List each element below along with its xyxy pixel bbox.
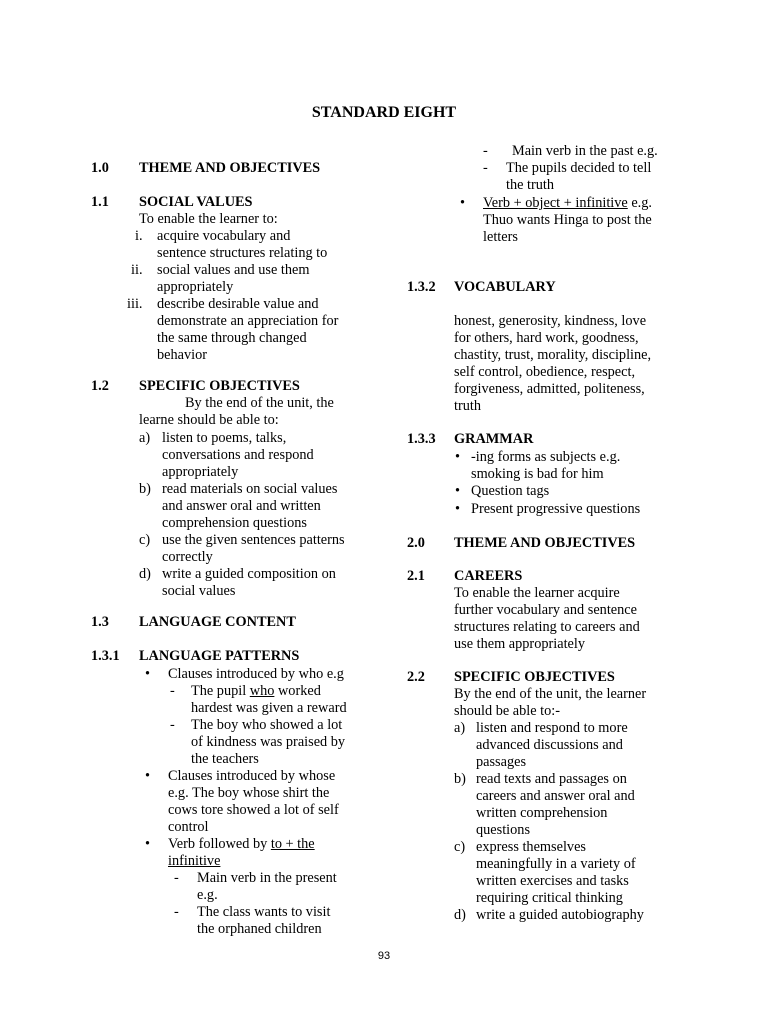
list-item-text: -ing forms as subjects e.g. xyxy=(471,449,621,465)
section-number: 1.3 xyxy=(91,614,109,630)
list-marker: d) xyxy=(139,566,151,582)
bullet-icon: • xyxy=(455,449,461,465)
list-item-text: the teachers xyxy=(191,751,259,767)
list-marker: d) xyxy=(454,907,466,923)
list-item-text: Question tags xyxy=(471,483,550,499)
list-item-text: use the given sentences patterns xyxy=(162,532,345,548)
list-marker: ii. xyxy=(131,262,143,278)
paragraph-text: self control, obedience, respect, xyxy=(454,364,636,380)
list-marker: b) xyxy=(139,481,151,497)
list-item-text: The pupil who worked xyxy=(191,683,321,699)
list-item-text: hardest was given a reward xyxy=(191,700,347,716)
dash-icon: - xyxy=(174,870,179,886)
list-item-text: social values xyxy=(162,583,236,599)
dash-icon: - xyxy=(170,683,175,699)
list-item-text: Verb followed by to + the xyxy=(168,836,315,852)
list-item-text: e.g. The boy whose shirt the xyxy=(168,785,330,801)
list-item-text: Present progressive questions xyxy=(471,501,641,517)
dash-icon: - xyxy=(483,160,488,176)
paragraph-text: honest, generosity, kindness, love xyxy=(454,313,647,329)
list-item-text: express themselves xyxy=(476,839,586,855)
section-number: 1.1 xyxy=(91,194,109,210)
paragraph-text: truth xyxy=(454,398,482,414)
list-marker: c) xyxy=(139,532,151,548)
section-number: 1.0 xyxy=(91,160,109,176)
list-item-text: describe desirable value and xyxy=(157,296,319,312)
paragraph-text: To enable the learner acquire xyxy=(454,585,620,601)
list-item-text: listen and respond to more xyxy=(476,720,628,736)
list-item-text: smoking is bad for him xyxy=(471,466,604,482)
list-marker: a) xyxy=(454,720,466,736)
bullet-icon: • xyxy=(455,501,461,517)
section-number: 2.1 xyxy=(407,568,425,584)
section-heading: LANGUAGE PATTERNS xyxy=(139,648,300,664)
list-item-text: behavior xyxy=(157,347,208,363)
bullet-icon: • xyxy=(460,195,466,211)
list-marker: iii. xyxy=(127,296,143,312)
list-item-text: The class wants to visit xyxy=(197,904,331,920)
list-item-text: cows tore showed a lot of self xyxy=(168,802,339,818)
page-number: 93 xyxy=(377,950,391,962)
list-item-text: passages xyxy=(476,754,527,770)
bullet-icon: • xyxy=(455,483,461,499)
paragraph-text: for others, hard work, goodness, xyxy=(454,330,639,346)
list-item-text: acquire vocabulary and xyxy=(157,228,291,244)
list-item-text: sentence structures relating to xyxy=(157,245,328,261)
list-item-text: conversations and respond xyxy=(162,447,314,463)
section-number: 1.3.1 xyxy=(91,648,120,664)
section-number: 1.3.2 xyxy=(407,279,436,295)
paragraph-text: chastity, trust, morality, discipline, xyxy=(454,347,652,363)
section-heading: VOCABULARY xyxy=(454,279,556,295)
bullet-icon: • xyxy=(145,666,151,682)
list-item-text: letters xyxy=(483,229,518,245)
list-item-text: and answer oral and written xyxy=(162,498,321,514)
section-heading: CAREERS xyxy=(454,568,523,584)
list-item-text: requiring critical thinking xyxy=(476,890,623,906)
list-item-text: appropriately xyxy=(157,279,234,295)
list-item-text: control xyxy=(168,819,209,835)
list-item-text: written comprehension xyxy=(476,805,608,821)
list-item-text: read texts and passages on xyxy=(476,771,627,787)
paragraph-text: should be able to:- xyxy=(454,703,561,719)
section-heading: GRAMMAR xyxy=(454,431,534,447)
list-item-text: Clauses introduced by who e.g xyxy=(168,666,344,682)
dash-icon: - xyxy=(170,717,175,733)
list-marker: b) xyxy=(454,771,466,787)
list-item-text: The boy who showed a lot xyxy=(191,717,343,733)
list-item-text: infinitive xyxy=(168,853,221,869)
list-item-text: questions xyxy=(476,822,531,838)
section-number: 1.3.3 xyxy=(407,431,436,447)
list-marker: i. xyxy=(135,228,143,244)
section-number: 1.2 xyxy=(91,378,109,394)
paragraph-text: forgiveness, admitted, politeness, xyxy=(454,381,645,397)
section-heading: THEME AND OBJECTIVES xyxy=(139,160,321,176)
list-item-text: Main verb in the past e.g. xyxy=(512,143,658,159)
dash-icon: - xyxy=(483,143,488,159)
list-item-text: careers and answer oral and xyxy=(476,788,635,804)
list-item-text: the truth xyxy=(506,177,555,193)
paragraph-text: structures relating to careers and xyxy=(454,619,640,635)
paragraph-text: To enable the learner to: xyxy=(139,211,278,227)
paragraph-text: By the end of the unit, the xyxy=(185,395,334,411)
bullet-icon: • xyxy=(145,768,151,784)
list-item-text: correctly xyxy=(162,549,213,565)
paragraph-text: further vocabulary and sentence xyxy=(454,602,637,618)
list-item-text: the same through changed xyxy=(157,330,307,346)
list-item-text: Main verb in the present xyxy=(197,870,337,886)
list-item-text: write a guided composition on xyxy=(162,566,336,582)
list-item-text: Thuo wants Hinga to post the xyxy=(483,212,652,228)
list-item-text: appropriately xyxy=(162,464,239,480)
list-item-text: meaningfully in a variety of xyxy=(476,856,636,872)
section-heading: LANGUAGE CONTENT xyxy=(139,614,296,630)
page-title: STANDARD EIGHT xyxy=(311,104,457,121)
list-item-text: Clauses introduced by whose xyxy=(168,768,336,784)
list-marker: c) xyxy=(454,839,466,855)
list-item-text: social values and use them xyxy=(157,262,310,278)
paragraph-text: learne should be able to: xyxy=(139,412,279,428)
section-heading: SPECIFIC OBJECTIVES xyxy=(139,378,300,394)
list-item-text: demonstrate an appreciation for xyxy=(157,313,339,329)
list-marker: a) xyxy=(139,430,151,446)
dash-icon: - xyxy=(174,904,179,920)
list-item-text: advanced discussions and xyxy=(476,737,623,753)
list-item-text: read materials on social values xyxy=(162,481,338,497)
section-heading: SOCIAL VALUES xyxy=(139,194,253,210)
list-item-text: e.g. xyxy=(197,887,218,903)
paragraph-text: By the end of the unit, the learner xyxy=(454,686,647,702)
list-item-text: write a guided autobiography xyxy=(476,907,644,923)
section-number: 2.2 xyxy=(407,669,425,685)
section-heading: SPECIFIC OBJECTIVES xyxy=(454,669,615,685)
section-heading: THEME AND OBJECTIVES xyxy=(454,535,636,551)
list-item-text: comprehension questions xyxy=(162,515,307,531)
list-item-text: Verb + object + infinitive e.g. xyxy=(483,195,652,211)
list-item-text: of kindness was praised by xyxy=(191,734,346,750)
list-item-text: listen to poems, talks, xyxy=(162,430,287,446)
bullet-icon: • xyxy=(145,836,151,852)
list-item-text: The pupils decided to tell xyxy=(506,160,652,176)
section-number: 2.0 xyxy=(407,535,425,551)
list-item-text: written exercises and tasks xyxy=(476,873,629,889)
paragraph-text: use them appropriately xyxy=(454,636,586,652)
list-item-text: the orphaned children xyxy=(197,921,322,937)
